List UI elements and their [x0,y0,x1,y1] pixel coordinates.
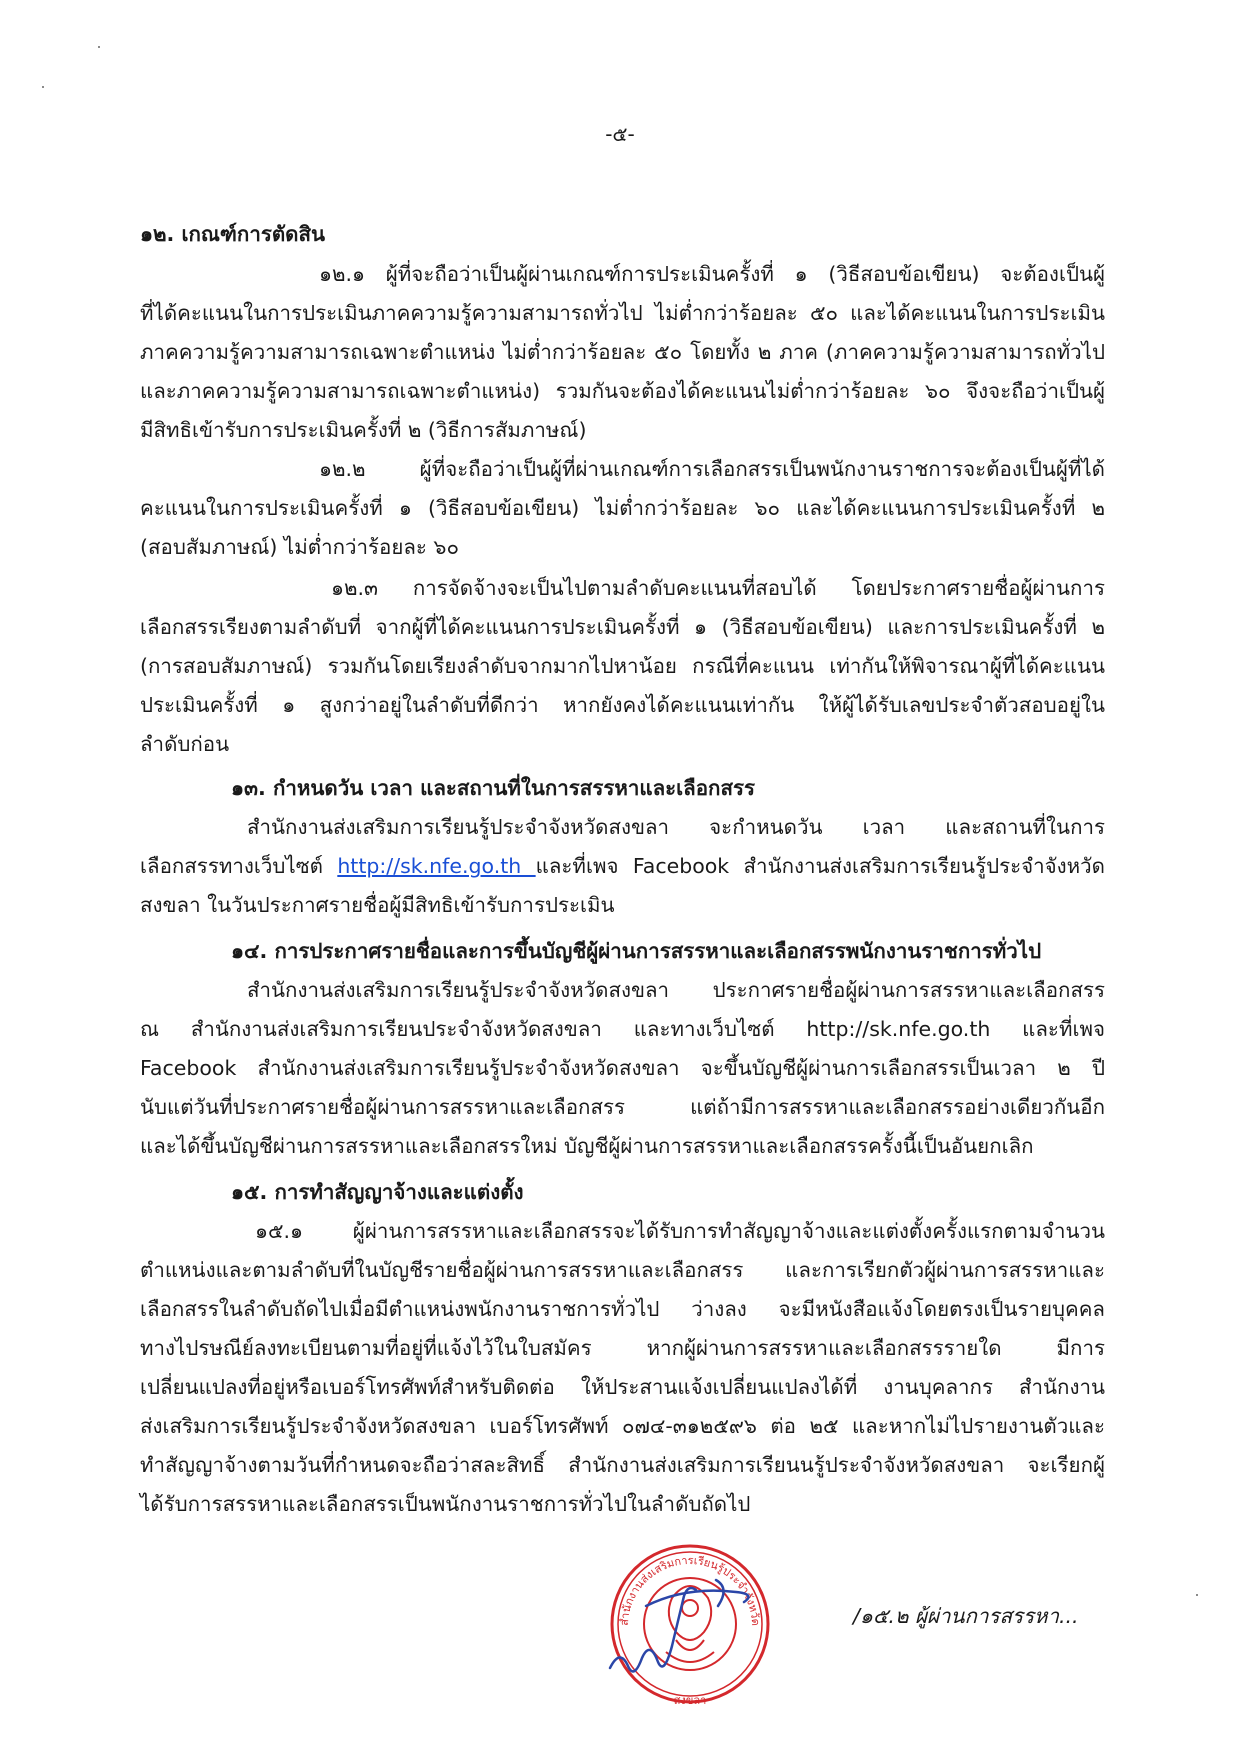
page-number: -๕- [605,122,635,146]
website-link[interactable]: http://sk.nfe.go.th [337,854,536,878]
s12-p3-line: ๑๒.๓ การจัดจ้างจะเป็นไปตามลำดับคะแนนที่สอบได้ โดยประกาศรายชื่อผู้ผ่านการ [331,576,1105,600]
s13-line: สำนักงานส่งเสริมการเรียนรู้ประจำจังหวัดสงขลา จะกำหนดวัน เวลา และสถานที่ในการ [247,815,1105,839]
section-12-heading: ๑๒. เกณฑ์การตัดสิน [140,222,325,246]
seal-stamp [612,1546,768,1702]
s13-line-text: เลือกสรรทางเว็บไซต์ [140,854,338,878]
scan-speck [42,86,44,88]
s15-line: เลือกสรรในลำดับถัดไปเมื่อมีตำแหน่งพนักงานราชการทั่วไป ว่างลง จะมีหนังสือแจ้งโดยตรงเป็นรายบุคคล [140,1297,1105,1321]
seal-top-text: สำนักงานส่งเสริมการเรียนรู้ประจำจังหวัด [617,1553,763,1627]
s14-line: และได้ขึ้นบัญชีผ่านการสรรหาและเลือกสรรใหม่ บัญชีผู้ผ่านการสรรหาและเลือกสรรครั้งนี้เป็นอันยกเลิก [140,1134,1034,1158]
seal-bottom-text: สงขลา [673,1694,707,1707]
s15-line: ตำแหน่งและตามลำดับที่ในบัญชีรายชื่อผู้ผ่านการสรรหาและเลือกสรร และการเรียกตัวผู้ผ่านการสรรหาและ [140,1258,1105,1282]
s12-p3-line: เลือกสรรเรียงตามลำดับที่ จากผู้ที่ได้คะแนนการประเมินครั้งที่ ๑ (วิธีสอบข้อเขียน) และการประเมินครั้งที่ ๒ [140,615,1105,639]
scan-speck [98,46,100,48]
s12-p3-line: ประเมินครั้งที่ ๑ สูงกว่าอยู่ในลำดับที่ดีกว่า หากยังคงได้คะแนนเท่ากัน ให้ผู้ได้รับเลขประจำตัวสอบอยู่ใน [140,693,1105,717]
s12-p3-line: (การสอบสัมภาษณ์) รวมกันโดยเรียงลำดับจากมากไปหาน้อย กรณีที่คะแนน เท่ากันให้พิจารณาผู้ที่ได้คะแนน [140,654,1105,678]
s12-p1-line: ที่ได้คะแนนในการประเมินภาคความรู้ความสามารถทั่วไป ไม่ต่ำกว่าร้อยละ ๕๐ และได้คะแนนในการประเมิน [140,301,1105,325]
s12-p1-line: ภาคความรู้ความสามารถเฉพาะตำแหน่ง ไม่ต่ำกว่าร้อยละ ๕๐ โดยทั้ง ๒ ภาค (ภาคความรู้ความสามารถทั่วไป [140,340,1105,364]
s13-line [140,850,1105,882]
official-seal [606,1536,774,1716]
section-13-heading: ๑๓. กำหนดวัน เวลา และสถานที่ในการสรรหาและเลือกสรร [231,776,755,800]
s12-p3-line: ลำดับก่อน [140,732,230,756]
section-15-heading: ๑๕. การทำสัญญาจ้างและแต่งตั้ง [231,1180,524,1204]
s12-p2-line: คะแนนในการประเมินครั้งที่ ๑ (วิธีสอบข้อเขียน) ไม่ต่ำกว่าร้อยละ ๖๐ และได้คะแนนการประเมินครั้งที่ ๒ [140,496,1105,520]
s15-line: ได้รับการสรรหาและเลือกสรรเป็นพนักงานราชการทั่วไปในลำดับถัดไป [140,1492,751,1516]
scan-speck [1196,1594,1198,1596]
s13-line: สงขลา ในวันประกาศรายชื่อผู้มีสิทธิเข้ารับการประเมิน [140,893,615,917]
s15-line: ทำสัญญาจ้างตามวันที่กำหนดจะถือว่าสละสิทธิ์ สำนักงานส่งเสริมการเรียนนรู้ประจำจังหวัดสงขลา จะเรียกผู้ [140,1453,1105,1477]
s14-line: นับแต่วันที่ประกาศรายชื่อผู้ผ่านการสรรหาและเลือกสรร แต่ถ้ามีการสรรหาและเลือกสรรอย่างเดียวกันอีก [140,1095,1105,1119]
s15-line: ทางไปรษณีย์ลงทะเบียนตามที่อยู่ที่แจ้งไว้ในใบสมัคร หากผู้ผ่านการสรรหาและเลือกสรรรายใด มีการ [140,1336,1105,1360]
s14-line: สำนักงานส่งเสริมการเรียนรู้ประจำจังหวัดสงขลา ประกาศรายชื่อผู้ผ่านการสรรหาและเลือกสรร [247,978,1105,1002]
s15-line: ๑๕.๑ ผู้ผ่านการสรรหาและเลือกสรรจะได้รับการทำสัญญาจ้างและแต่งตั้งครั้งแรกตามจำนวน [255,1219,1105,1243]
s14-line: ณ สำนักงานส่งเสริมการเรียนประจำจังหวัดสงขลา และทางเว็บไซต์ http://sk.nfe.go.th และที่เพจ [140,1017,1105,1041]
section-14-heading: ๑๔. การประกาศรายชื่อและการขึ้นบัญชีผู้ผ่านการสรรหาและเลือกสรรพนักงานราชการทั่วไป [231,939,1042,963]
s14-line: Facebook สำนักงานส่งเสริมการเรียนรู้ประจำจังหวัดสงขลา จะขึ้นบัญชีผู้ผ่านการเลือกสรรเป็นเวลา ๒ ปี [140,1056,1105,1080]
s15-line: ส่งเสริมการเรียนรู้ประจำจังหวัดสงขลา เบอร์โทรศัพท์ ๐๗๔-๓๑๒๕๙๖ ต่อ ๒๕ และหากไม่ไปรายงานตัวและ [140,1414,1105,1438]
s12-p2-line: (สอบสัมภาษณ์) ไม่ต่ำกว่าร้อยละ ๖๐ [140,535,459,559]
s12-p1-line: ๑๒.๑ ผู้ที่จะถือว่าเป็นผู้ผ่านเกณฑ์การประเมินครั้งที่ ๑ (วิธีสอบข้อเขียน) จะต้องเป็นผู้ [319,262,1105,286]
next-page-reference: /๑๕.๒ ผู้ผ่านการสรรหา... [853,1604,1079,1628]
s15-line: เปลี่ยนแปลงที่อยู่หรือเบอร์โทรศัพท์สำหรับติดต่อ ให้ประสานแจ้งเปลี่ยนแปลงได้ที่ งานบุคลากร สำนักงาน [140,1375,1105,1399]
s12-p1-line: มีสิทธิเข้ารับการประเมินครั้งที่ ๒ (วิธีการสัมภาษณ์) [140,418,587,442]
s12-p1-line: และภาคความรู้ความสามารถเฉพาะตำแหน่ง) รวมกันจะต้องได้คะแนนไม่ต่ำกว่าร้อยละ ๖๐ จึงจะถือว่าเป็นผู้ [140,379,1105,403]
s13-line-text: และที่เพจ Facebook สำนักงานส่งเสริมการเรียนรู้ประจำจังหวัด [535,854,1105,878]
s12-p2-line: ๑๒.๒ ผู้ที่จะถือว่าเป็นผู้ที่ผ่านเกณฑ์การเลือกสรรเป็นพนักงานราชการจะต้องเป็นผู้ที่ได้ [319,457,1105,481]
